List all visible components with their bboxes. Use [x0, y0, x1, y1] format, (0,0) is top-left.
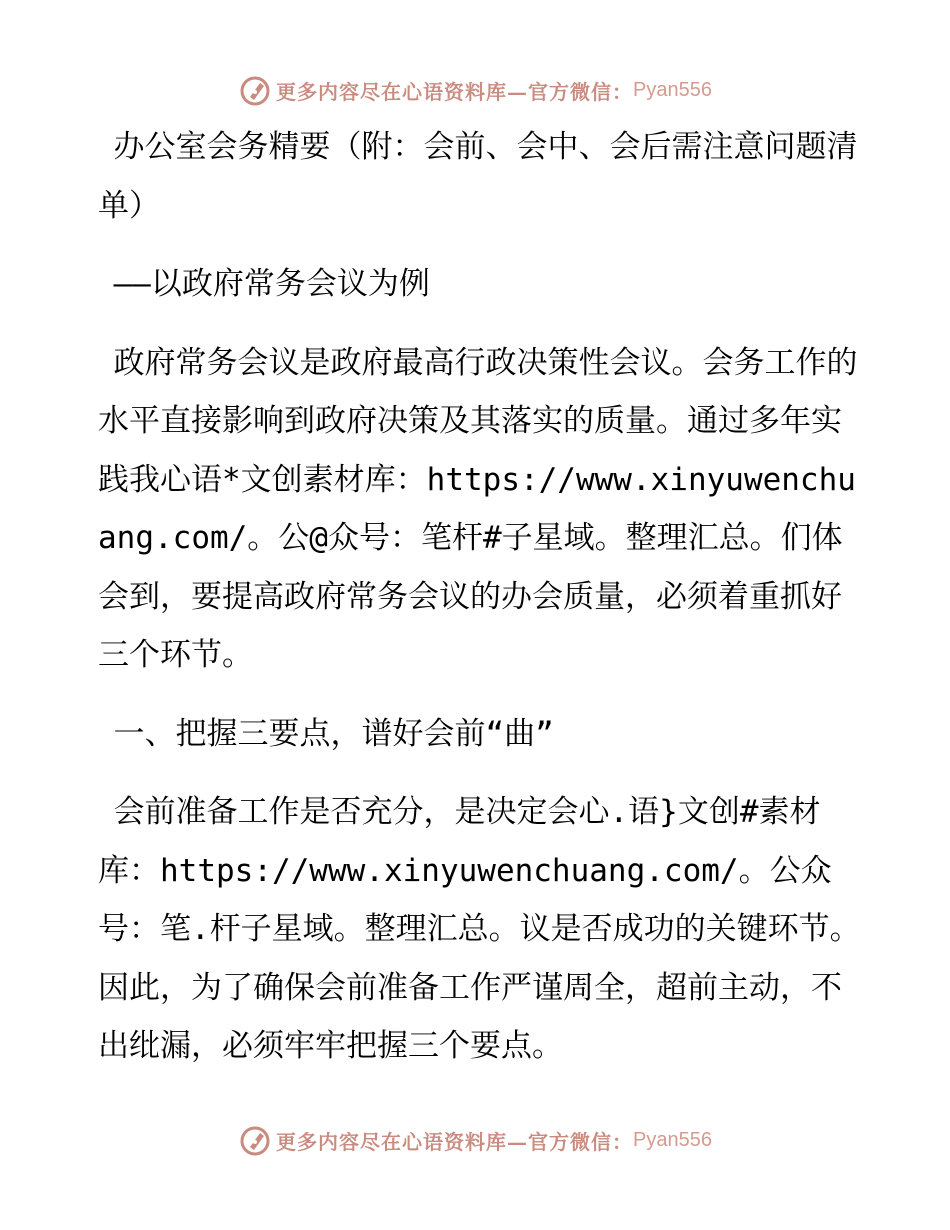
header-watermark	[0, 70, 950, 110]
footer-watermark	[0, 1120, 950, 1160]
section-heading-1: 一、把握三要点，谱好会前“曲”	[113, 715, 554, 752]
watermark-brand-text: 更多内容尽在心语资料库—官方微信：	[276, 79, 634, 104]
paragraph-intro: 政府常务会议是政府最高行政决策性会议。会务工作的水平直接影响到政府决策及其落实的质量。通过多年实践我心语*文创素材库：https://www.xinyuwenchuang.com/。公@众号：笔杆#子星域。整理汇总。们体会到，要提高政府常务会议的办会质量，必须着重抓好三个环节。	[98, 344, 858, 673]
pen-nib-circle-icon	[238, 1123, 272, 1157]
watermark-brand-text: 更多内容尽在心语资料库—官方微信：	[276, 1129, 634, 1154]
paragraph-section-1: 会前准备工作是否充分，是决定会心.语}文创#素材库：https://www.xinyuwenchuang.com/。公众号：笔.杆子星域。整理汇总。议是否成功的关键环节。因此，为了确保会前准备工作严谨周全，超前主动，不出纰漏，必须牢牢把握三个要点。	[98, 794, 861, 1064]
document-body	[98, 118, 868, 1076]
document-subtitle: ——以政府常务会议为例	[113, 266, 430, 302]
watermark-wechat-id: Pyan556	[633, 1128, 712, 1151]
watermark-wechat-id: Pyan556	[633, 78, 712, 101]
document-title: 办公室会务精要（附：会前、会中、会后需注意问题清单）	[98, 129, 858, 224]
pen-nib-circle-icon	[238, 73, 272, 107]
